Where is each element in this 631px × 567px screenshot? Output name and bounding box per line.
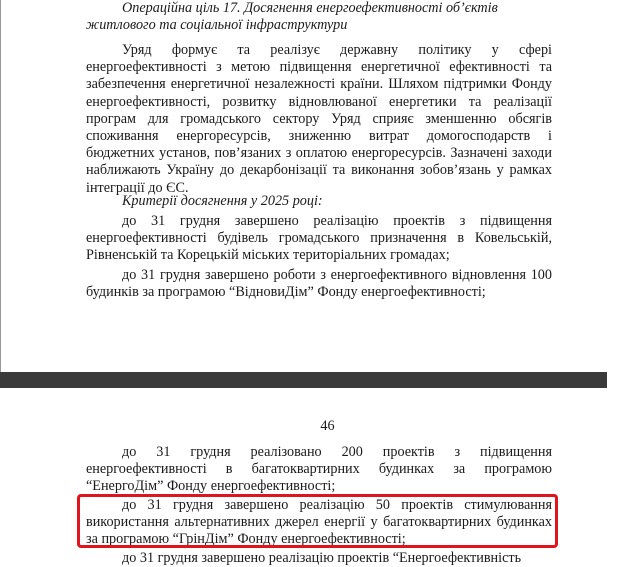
heading-line-2: житлового та соціальної інфраструктури [86, 17, 348, 34]
criteria-item-text: до 31 грудня реалізовано 200 проектів з підвищення енергоефективності в багатоквартирних будинках за програмою “ЕнергоДім” Фонду енергоефективності; [86, 444, 552, 495]
intro-text: Уряд формує та реалізує державну політику у сфері енергоефективності з метою підвищення енергетичної ефективності та забезпечення енергетичної незалежності країни. Шляхом підтримки Фонду енергоефективності, розвитку відновлюваної енергетики та реалізації програм для громадського сектору Уряд сприяє зменшенню обсягів споживання енергоресурсів, зниженню витрат домогосподарств і бюджетних установ, пов’язаних з оплатою енергоресурсів. Зазначені заходи наближають Україну до декарбонізації та виконання зобов’язань у рамках інтеграції до ЄС. [86, 42, 552, 196]
criteria-item [86, 267, 552, 301]
page-number: 46 [320, 418, 335, 434]
heading-line-1: Операційна ціль 17. Досягнення енергоефективності об’єктів [122, 0, 498, 16]
page-separator [0, 372, 607, 388]
truncated-line-text: до 31 грудня завершено реалізацію проектів “Енергоефективність [122, 550, 522, 566]
page-left-border [0, 0, 1, 372]
criteria-item-text: до 31 грудня завершено реалізацію 50 проектів стимулювання використання альтернативних джерел енергії у багатоквартирних будинках за програмою “ГрінДім” Фонду енергоефективності; [86, 497, 552, 548]
operational-goal-heading [86, 0, 552, 34]
criteria-item-text: до 31 грудня завершено реалізацію проектів з підвищення енергоефективності будівель громадського призначення в Ковельській, Рівненській та Корецькій міських територіальних громадах; [86, 213, 552, 264]
criteria-item-text: до 31 грудня завершено роботи з енергоефективного відновлення 100 будинків за програмою “ВідновиДім” Фонду енергоефективності; [86, 267, 552, 301]
criteria-heading-text: Критерії досягнення у 2025 році: [122, 193, 323, 209]
highlight-box [77, 494, 558, 548]
criteria-item [86, 213, 552, 265]
truncated-line [86, 550, 552, 566]
criteria-heading [86, 193, 552, 210]
intro-paragraph [86, 42, 552, 197]
criteria-item [86, 444, 552, 496]
